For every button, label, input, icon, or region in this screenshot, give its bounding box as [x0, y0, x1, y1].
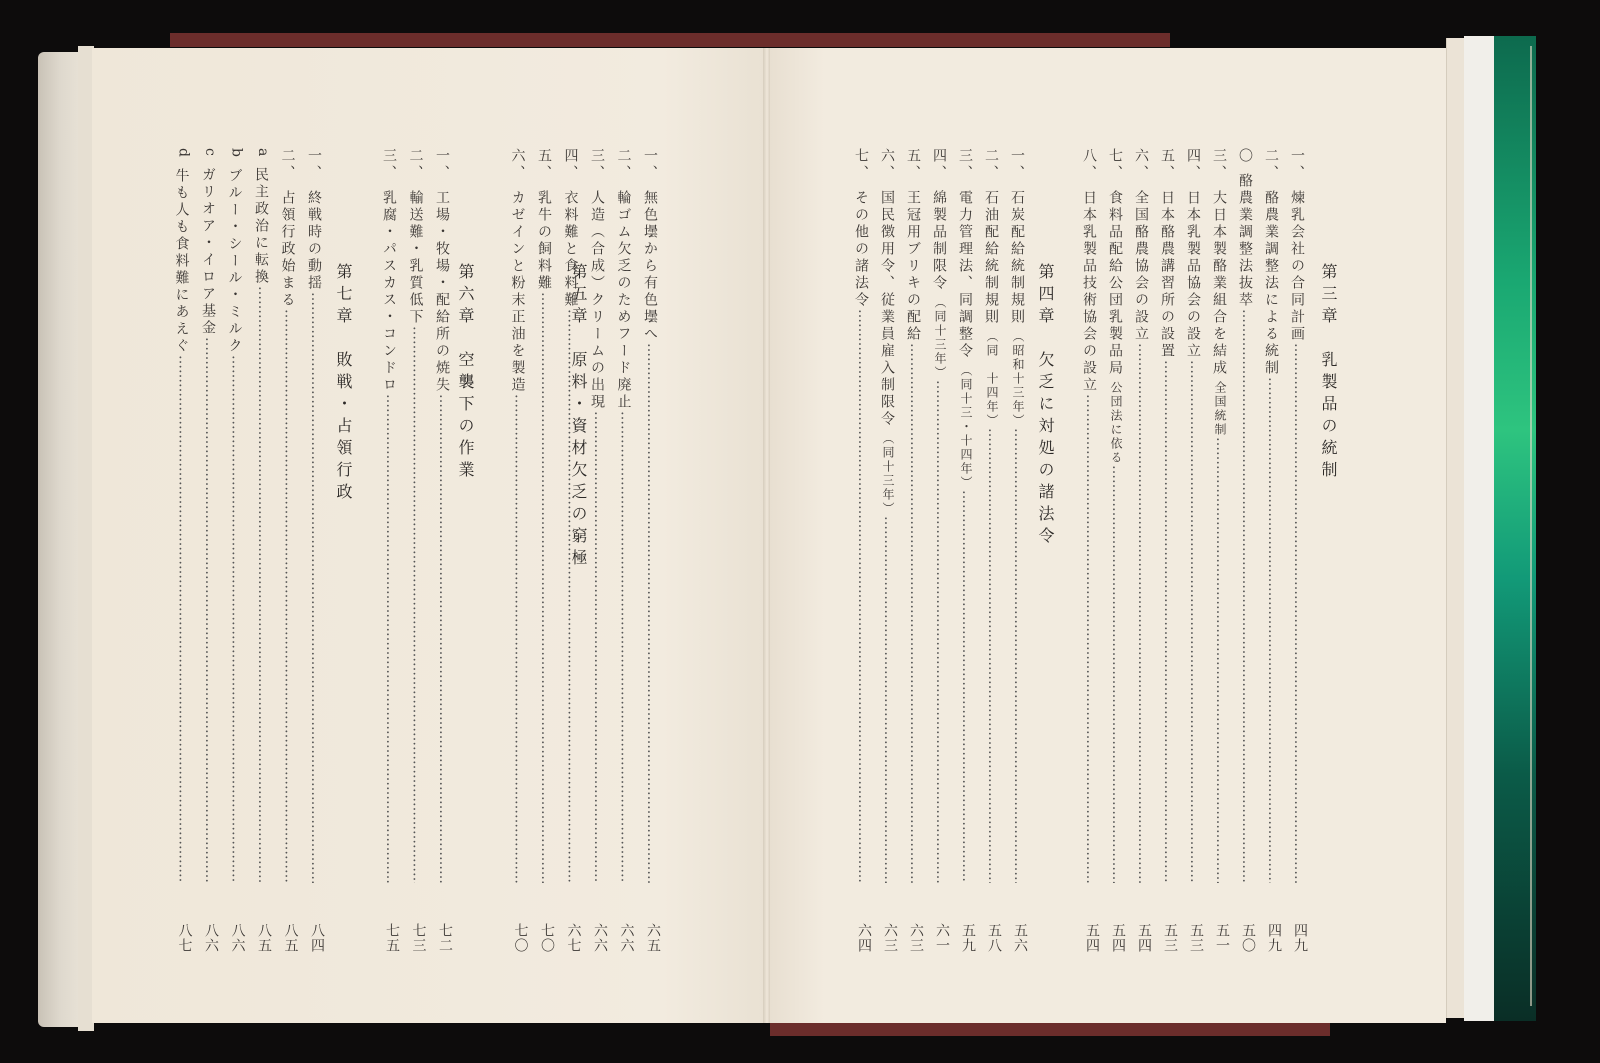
leader-dots: [534, 292, 554, 883]
toc-entry: [1235, 148, 1256, 953]
toc-entry: [1079, 148, 1100, 953]
entry-page-number: 六三: [882, 923, 898, 953]
toc-entry: [1183, 148, 1204, 953]
entry-page-number: 四九: [1292, 923, 1308, 953]
entry-page-number: 八四: [309, 923, 325, 953]
entry-title: 乳牛の飼料難: [536, 190, 552, 292]
entry-page-number: 八五: [256, 923, 272, 953]
toc-entry: [534, 148, 555, 953]
leader-dots: [929, 380, 949, 883]
toc-entry: [304, 148, 325, 953]
leader-dots: [903, 343, 923, 883]
entry-page-number: 六六: [618, 923, 635, 953]
entry-number: 二、: [615, 148, 632, 182]
leader-dots: [614, 411, 634, 883]
entry-page-number: 八七: [176, 923, 193, 953]
toc-entry: [640, 148, 661, 953]
entry-number: 三、: [381, 148, 397, 182]
entry-page-number: 七〇: [512, 923, 529, 953]
entry-page-number: 五四: [1110, 923, 1126, 953]
toc-entry: [851, 148, 872, 953]
entry-page-number: 八六: [203, 923, 219, 953]
leader-dots: [432, 394, 452, 883]
entry-title: ブルー・シール・ミルク: [226, 167, 243, 355]
toc-entry: [406, 148, 427, 953]
book-spine-left: [38, 52, 82, 1027]
leader-dots: [1287, 343, 1307, 883]
entry-title: 終戦時の動揺: [306, 190, 322, 292]
toc-entry: [251, 148, 272, 953]
leader-dots: [251, 286, 271, 883]
entry-title: 日本乳製品技術協会の設立: [1081, 190, 1097, 394]
entry-number: 六、: [509, 148, 526, 182]
toc-entry: [172, 148, 193, 953]
leader-dots: [1131, 343, 1151, 883]
chapter-heading: 第五章 原料・資材欠乏の窮極: [569, 263, 588, 571]
entry-title: 大日本製酪業組合を結成: [1211, 190, 1227, 377]
chapter-heading: 第三章 乳製品の統制: [1319, 263, 1338, 483]
entry-title: 国民徴用令、従業員雇入制限令: [879, 190, 895, 428]
entry-number: d: [175, 148, 192, 160]
toc-entry: [929, 148, 950, 953]
toc-entry: [1131, 148, 1152, 953]
toc-entry: [903, 148, 924, 953]
entry-title: 人造（合成）クリームの出現: [589, 190, 605, 411]
entry-page-number: 五九: [960, 923, 976, 953]
entry-title: 食料品配給公団乳製品局: [1107, 190, 1123, 377]
left-page: [92, 48, 765, 1023]
toc-entry: [278, 148, 299, 953]
leader-dots: [1157, 360, 1177, 883]
entry-title: 牛も人も食料難にあえぐ: [173, 167, 190, 355]
entry-number: 八、: [1081, 148, 1097, 182]
entry-title: カゼインと粉末正油を製造: [509, 190, 526, 394]
entry-page-number: 七〇: [539, 923, 555, 953]
leader-dots: [587, 411, 607, 883]
toc-entry: [1261, 148, 1282, 953]
leader-dots: [379, 394, 399, 883]
leader-dots: [1007, 428, 1027, 883]
entry-page-number: 五四: [1084, 923, 1100, 953]
leader-dots: [172, 355, 192, 883]
entry-number: 一、: [1009, 148, 1025, 182]
entry-number: 二、: [407, 148, 424, 182]
entry-page-number: 八六: [229, 923, 246, 953]
entry-subtitle: 全国統制: [1213, 381, 1227, 437]
flyleaf-edge: [1464, 36, 1494, 1021]
leader-dots: [225, 355, 245, 883]
chapter-heading: 第七章 敗戦・占領行政: [334, 263, 353, 505]
entry-title: 綿製品制限令: [931, 190, 947, 292]
entry-number: 五、: [536, 148, 552, 182]
leader-dots: [1261, 377, 1281, 883]
entry-page-number: 六七: [565, 923, 582, 953]
toc-entry: [1209, 148, 1230, 953]
leader-dots: [198, 337, 218, 883]
entry-number: b: [228, 148, 245, 160]
entry-page-number: 五一: [1214, 923, 1230, 953]
leader-dots: [561, 309, 581, 883]
book-cover-top-edge: [170, 33, 1170, 47]
entry-page-number: 六四: [856, 923, 872, 953]
dust-jacket-green: [1494, 36, 1536, 1021]
leader-dots: [508, 394, 528, 883]
leader-dots: [304, 292, 324, 883]
toc-entry: [1007, 148, 1028, 953]
leader-dots: [1209, 437, 1229, 883]
entry-number: a: [255, 148, 271, 160]
toc-entry: [981, 148, 1002, 953]
leader-dots: [406, 326, 426, 883]
entry-number: 三、: [589, 148, 605, 182]
entry-title: 王冠用ブリキの配給: [905, 190, 921, 343]
entry-title: 石油配給統制規則: [983, 190, 999, 326]
book-cover-bottom-edge: [770, 1022, 1330, 1036]
leader-dots: [877, 516, 897, 883]
entry-page-number: 六一: [934, 923, 950, 953]
entry-title: 酪農業調整法抜萃: [1237, 173, 1253, 309]
entry-page-number: 七二: [437, 923, 453, 953]
entry-page-number: 五〇: [1240, 923, 1256, 953]
entry-title: 工場・牧場・配給所の焼失: [434, 190, 450, 394]
leader-dots: [1235, 309, 1255, 883]
entry-number: c: [202, 148, 218, 159]
chapter-heading: 第四章 欠乏に対処の諸法令: [1036, 263, 1055, 549]
entry-number: 六、: [1133, 148, 1149, 182]
entry-number: 〇: [1237, 148, 1253, 165]
toc-entry: [1105, 148, 1126, 953]
entry-number: 七、: [1107, 148, 1123, 182]
toc-entry: [561, 148, 582, 953]
entry-title: 衣料難と食料難: [562, 190, 579, 309]
entry-number: 三、: [1211, 148, 1227, 182]
entry-page-number: 五三: [1162, 923, 1178, 953]
toc-entry: [379, 148, 400, 953]
entry-page-number: 七三: [410, 923, 427, 953]
entry-number: 四、: [931, 148, 947, 182]
page-stack-right: [1446, 38, 1465, 1018]
entry-number: 七、: [853, 148, 869, 182]
entry-subtitle: （同 十四年）: [985, 330, 999, 428]
entry-page-number: 五六: [1012, 923, 1028, 953]
toc-entry: [614, 148, 635, 953]
entry-page-number: 五三: [1188, 923, 1204, 953]
entry-title: 無色壜から有色壜へ: [642, 190, 658, 343]
toc-entry: [1157, 148, 1178, 953]
leader-dots: [981, 428, 1001, 883]
entry-title: 民主政治に転換: [253, 167, 269, 287]
entry-number: 一、: [642, 148, 658, 182]
entry-page-number: 五八: [986, 923, 1002, 953]
leader-dots: [1079, 394, 1099, 883]
leader-dots: [278, 309, 298, 883]
entry-title: 石炭配給統制規則: [1009, 190, 1025, 326]
entry-title: 酪農業調整法による統制: [1263, 190, 1279, 377]
entry-page-number: 八五: [282, 923, 299, 953]
entry-number: 二、: [279, 148, 296, 182]
entry-number: 一、: [1289, 148, 1305, 182]
entry-title: 煉乳会社の合同計画: [1289, 190, 1305, 343]
entry-page-number: 六六: [592, 923, 608, 953]
leader-dots: [1183, 360, 1203, 883]
entry-title: 全国酪農協会の設立: [1133, 190, 1149, 343]
chapter-heading: 第六章 空襲下の作業: [456, 263, 475, 483]
entry-number: 二、: [1263, 148, 1279, 182]
entry-number: 五、: [1159, 148, 1175, 182]
entry-number: 一、: [306, 148, 322, 182]
entry-number: 一、: [434, 148, 450, 182]
entry-title: 輸送難・乳質低下: [407, 190, 424, 326]
entry-title: その他の諸法令: [853, 190, 869, 309]
entry-subtitle: （昭和十三年）: [1011, 330, 1025, 428]
toc-entry: [955, 148, 976, 953]
entry-subtitle: （同十三年）: [881, 432, 895, 516]
entry-title: 輪ゴム欠乏のためフード廃止: [615, 190, 632, 411]
entry-subtitle: （同十三・十四年）: [959, 364, 973, 490]
entry-page-number: 六五: [645, 923, 661, 953]
leader-dots: [955, 490, 975, 883]
entry-page-number: 五四: [1136, 923, 1152, 953]
entry-title: ガリオア・イロア基金: [200, 166, 216, 337]
entry-number: 四、: [562, 148, 579, 182]
entry-number: 六、: [879, 148, 895, 182]
entry-page-number: 七五: [384, 923, 400, 953]
entry-subtitle: （同十三年）: [933, 296, 947, 380]
toc-entry: [587, 148, 608, 953]
entry-subtitle: 公団法に依る: [1109, 381, 1123, 465]
entry-number: 二、: [983, 148, 999, 182]
entry-page-number: 四九: [1266, 923, 1282, 953]
toc-entry: [225, 148, 246, 953]
entry-number: 四、: [1185, 148, 1201, 182]
leader-dots: [640, 343, 660, 883]
leader-dots: [1105, 465, 1125, 883]
right-page: [770, 48, 1446, 1023]
toc-entry: [1287, 148, 1308, 953]
entry-title: 乳腐・パスカス・コンドロ: [381, 190, 397, 394]
entry-title: 日本乳製品協会の設立: [1185, 190, 1201, 360]
entry-title: 日本酪農講習所の設置: [1159, 190, 1175, 360]
entry-title: 電力管理法、同調整令: [957, 190, 973, 360]
toc-entry: [877, 148, 898, 953]
entry-number: 五、: [905, 148, 921, 182]
entry-title: 占領行政始まる: [279, 190, 296, 309]
toc-entry: [508, 148, 529, 953]
entry-number: 三、: [957, 148, 973, 182]
toc-entry: [432, 148, 453, 953]
entry-page-number: 六三: [908, 923, 924, 953]
leader-dots: [851, 309, 871, 883]
toc-entry: [198, 148, 219, 953]
